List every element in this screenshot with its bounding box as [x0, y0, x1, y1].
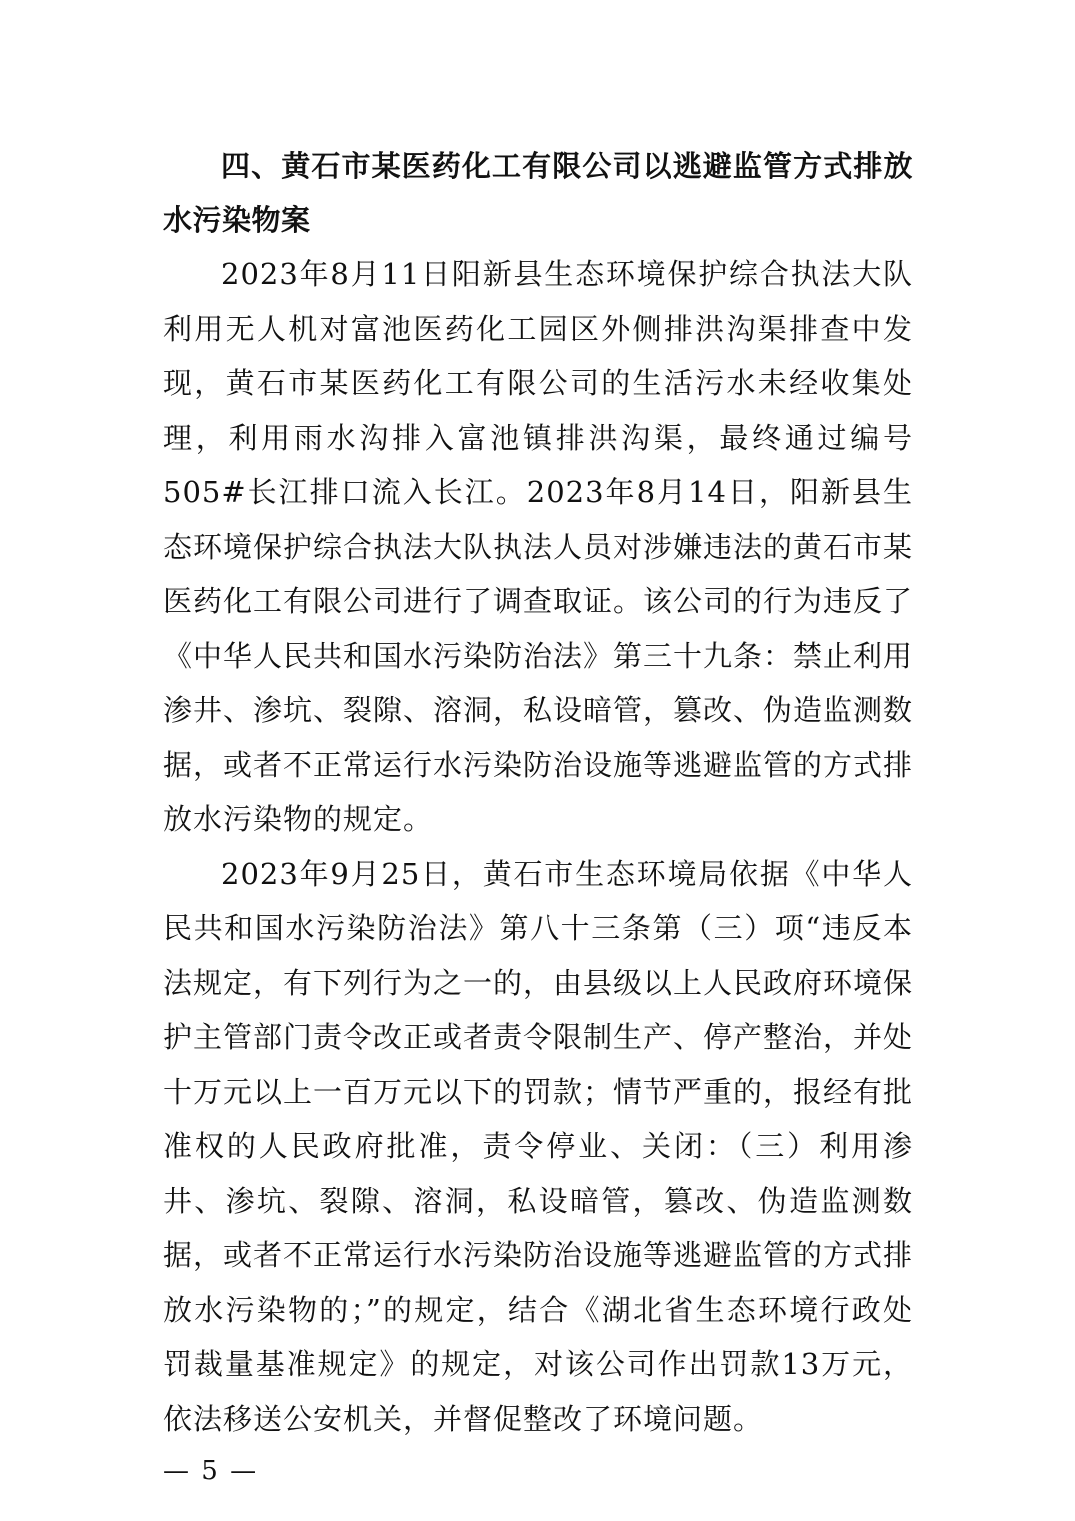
- case-facts-paragraph: 2023年8月11日阳新县生态环境保护综合执法大队利用无人机对富池医药化工园区外侧排洪沟渠排查中发现，黄石市某医药化工有限公司的生活污水未经收集处理，利用雨水沟排入富池镇排洪沟渠，最终通过编号505#长江排口流入长江。2023年8月14日，阳新县生态环境保护综合执法大队执法人员对涉嫌违法的黄石市某医药化工有限公司进行了调查取证。该公司的行为违反了《中华人民共和国水污染防治法》第三十九条：禁止利用渗井、渗坑、裂隙、溶洞，私设暗管，篡改、伪造监测数据，或者不正常运行水污染防治设施等逃避监管的方式排放水污染物的规定。: [163, 257, 914, 836]
- page-number: — 5 —: [163, 1456, 259, 1486]
- document-body: [163, 139, 913, 1446]
- section-heading: 四、黄石市某医药化工有限公司以逃避监管方式排放水污染物案: [163, 149, 913, 237]
- penalty-decision-paragraph: 2023年9月25日，黄石市生态环境局依据《中华人民共和国水污染防治法》第八十三条第（三）项“违反本法规定，有下列行为之一的，由县级以上人民政府环境保护主管部门责令改正或者责令限制生产、停产整治，并处十万元以上一百万元以下的罚款；情节严重的，报经有批准权的人民政府批准，责令停业、关闭：（三）利用渗井、渗坑、裂隙、溶洞，私设暗管，篡改、伪造监测数据，或者不正常运行水污染防治设施等逃避监管的方式排放水污染物的；”的规定，结合《湖北省生态环境行政处罚裁量基准规定》的规定，对该公司作出罚款13万元，依法移送公安机关，并督促整改了环境问题。: [163, 856, 914, 1436]
